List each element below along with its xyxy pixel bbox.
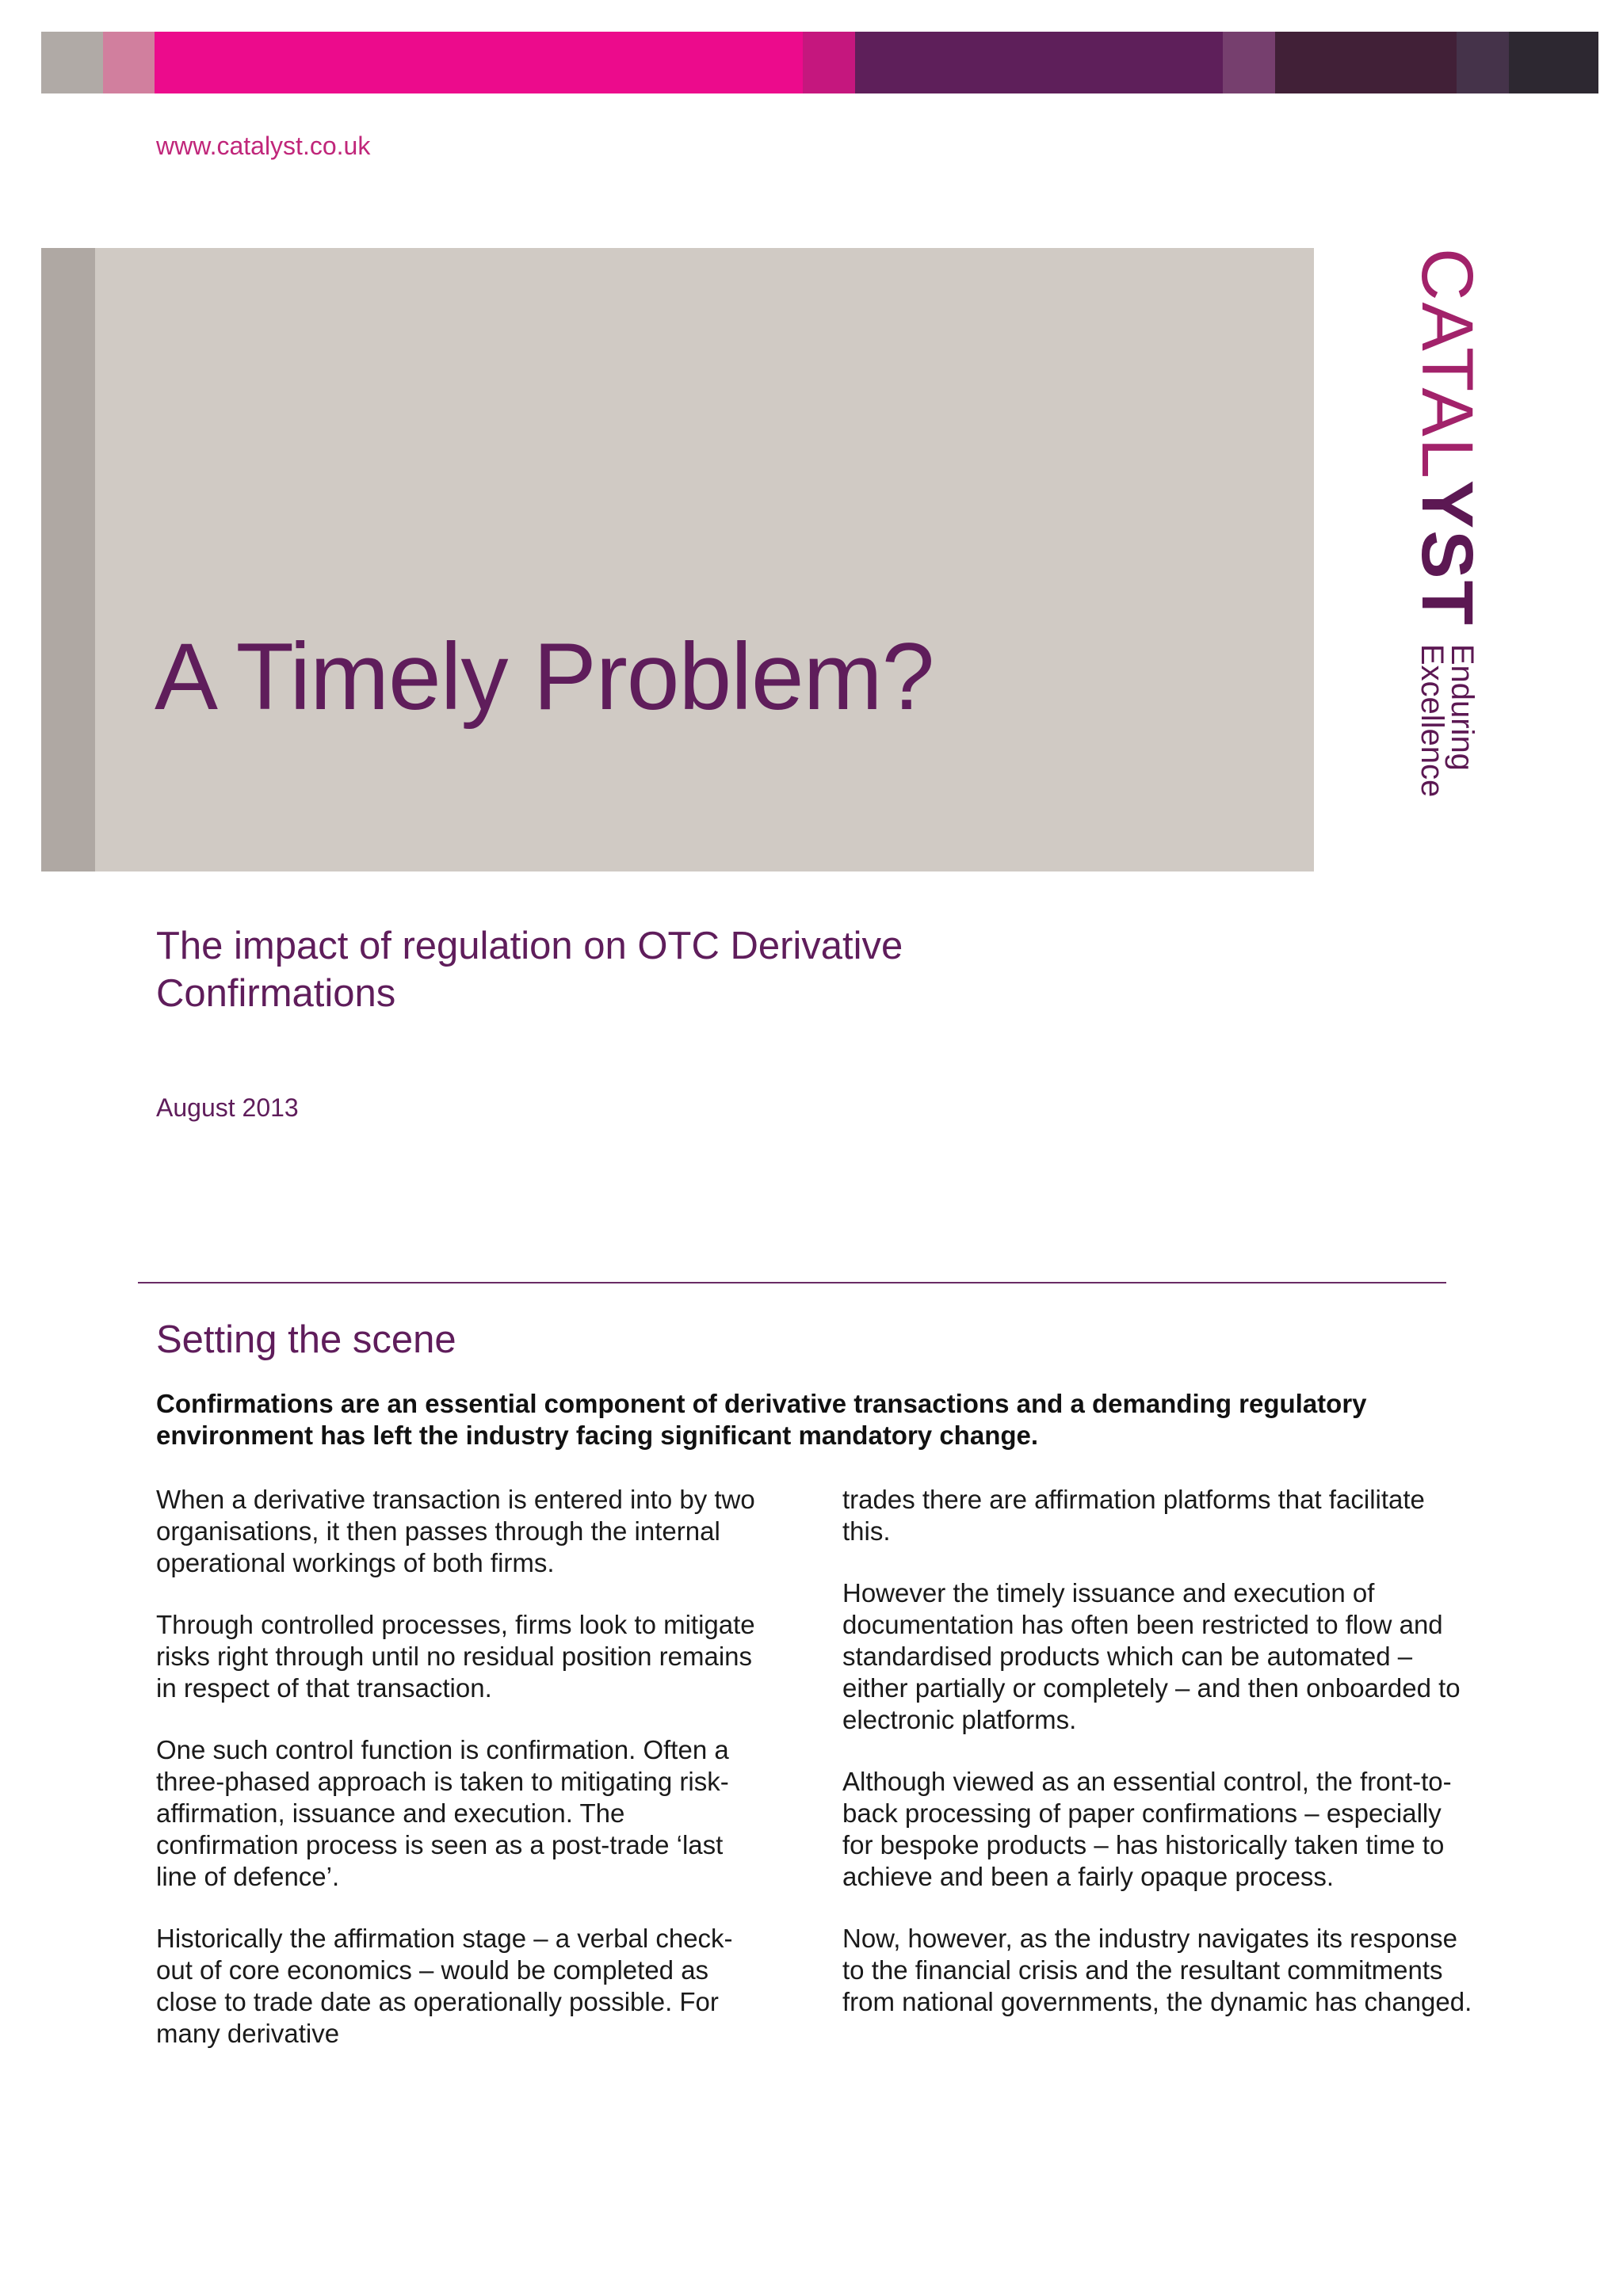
body-column-right (842, 1484, 1476, 2048)
color-strip-segment (803, 32, 855, 93)
color-strip-segment (1457, 32, 1509, 93)
paragraph: Historically the affirmation stage – a verbal check-out of core economics – would be completed as close to trade date as operationally possible. For many derivative (156, 1924, 733, 2048)
logo-tagline-line2: Excellence (1415, 643, 1449, 798)
hero-panel (95, 248, 1314, 871)
logo-tagline (1415, 643, 1480, 798)
logo-name-light: CATAL (1407, 248, 1487, 480)
website-link[interactable]: www.catalyst.co.uk (156, 132, 371, 160)
paragraph: Through controlled processes, firms look to mitigate risks right through until no residual position remains in respect of that transaction. (156, 1610, 755, 1703)
body-column-left (156, 1484, 758, 2080)
catalyst-logo (1407, 248, 1487, 798)
catalyst-logo-rotated (1407, 248, 1487, 798)
paragraph: However the timely issuance and execution of documentation has often been restricted to flow and standardised products which can be automated – either partially or completely – and then onboarded to electronic platforms. (842, 1578, 1461, 1734)
section-intro: Confirmations are an essential component of derivative transactions and a demanding regulatory environment has left the industry facing significant mandatory change. (156, 1389, 1367, 1450)
color-strip-segment (103, 32, 155, 93)
hero-side-bar (41, 248, 95, 871)
color-strip-segment (1223, 32, 1275, 93)
paragraph: Although viewed as an essential control, the front-to-back processing of paper confirmations – especially for bespoke products – has historically taken time to achieve and been a fairly opaque process. (842, 1767, 1452, 1891)
catalyst-logo-wordmark (1407, 248, 1487, 627)
paragraph: One such control function is confirmation. Often a three-phased approach is taken to mitigating risk-affirmation, issuance and execution. The confirmation process is seen as a post-trade ‘last line of defence’. (156, 1735, 729, 1891)
document-title: A Timely Problem? (155, 624, 934, 730)
logo-name-bold: YST (1407, 479, 1487, 627)
section-heading: Setting the scene (156, 1318, 456, 1361)
color-strip-segment (155, 32, 803, 93)
color-strip-segment (855, 32, 1223, 93)
publication-date: August 2013 (156, 1093, 299, 1122)
paragraph: Now, however, as the industry navigates its response to the financial crisis and the resultant commitments from national governments, the dynamic has changed. (842, 1924, 1472, 2016)
paragraph: When a derivative transaction is entered into by two organisations, it then passes through the internal operational workings of both firms. (156, 1485, 755, 1577)
color-strip-segment (41, 32, 103, 93)
document-subtitle (156, 922, 1107, 1017)
logo-tagline-line1: Enduring (1445, 643, 1480, 771)
color-strip-segment (1509, 32, 1598, 93)
paragraph: trades there are affirmation platforms that facilitate this. (842, 1485, 1425, 1546)
color-strip-segment (1275, 32, 1457, 93)
subtitle-line1: The impact of regulation on OTC Derivative (156, 925, 903, 967)
header-color-strip (41, 32, 1598, 93)
section-divider (138, 1282, 1446, 1283)
subtitle-line2: Confirmations (156, 972, 396, 1015)
